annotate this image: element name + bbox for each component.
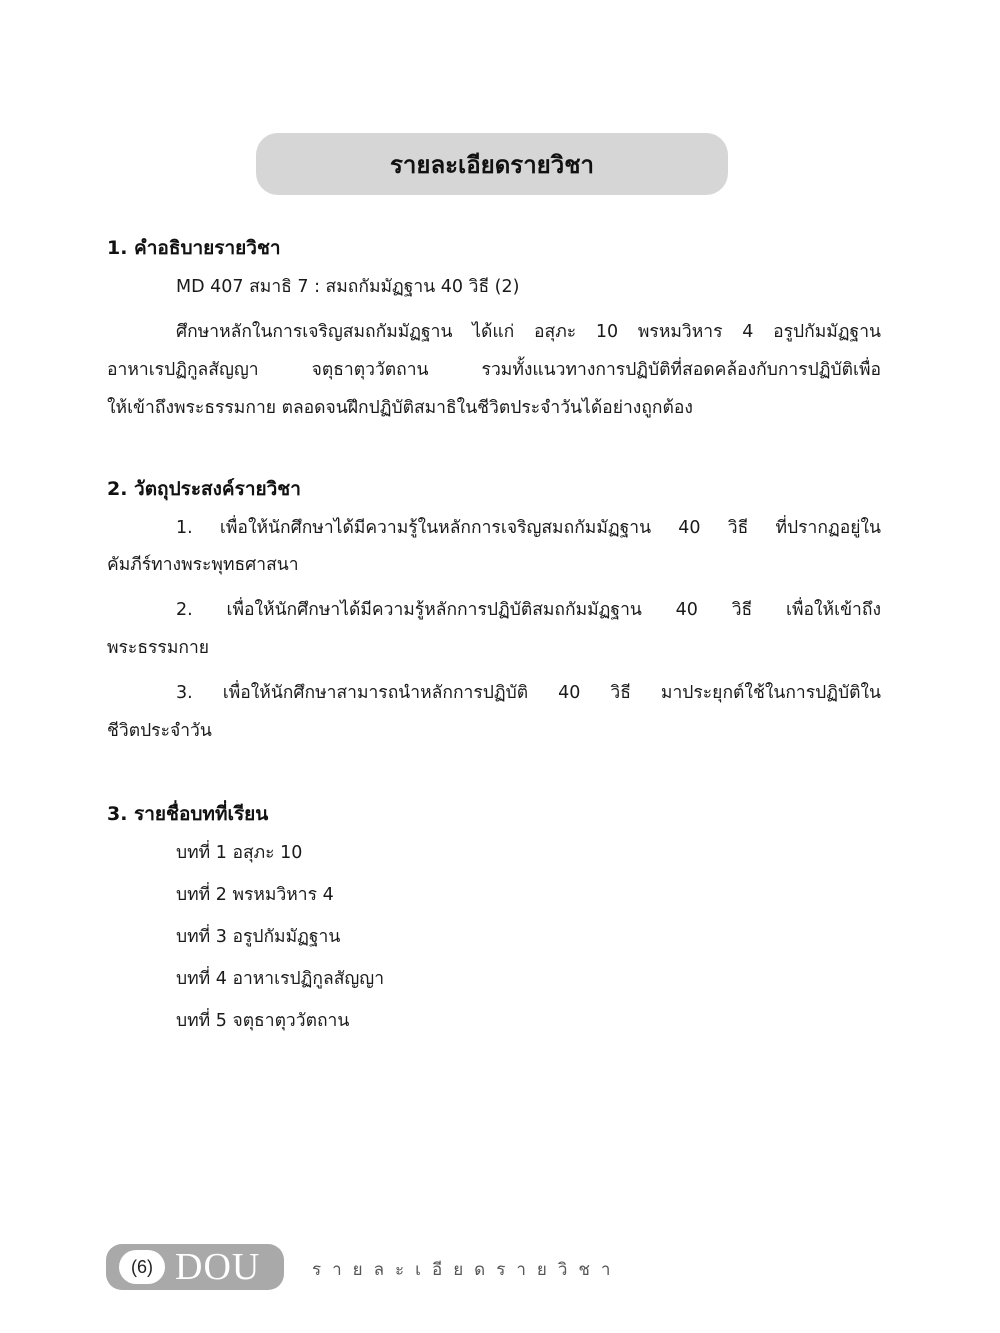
objective-2-line-2: พระธรรมกาย [107,638,210,658]
chapter-item-4: บทที่ 4 อาหาเรปฏิกูลสัญญา [176,969,385,989]
footer-caption: รายละเอียดรายวิชา [312,1260,622,1280]
section-heading-description: 1. คำอธิบายรายวิชา [107,237,281,259]
objective-1-line-2: คัมภีร์ทางพระพุทธศาสนา [107,555,299,575]
chapter-item-2: บทที่ 2 พรหมวิหาร 4 [176,885,334,905]
page-title: รายละเอียดรายวิชา [390,150,594,179]
chapter-item-5: บทที่ 5 จตุธาตุววัตถาน [176,1011,350,1031]
objective-1-line-1: 1. เพื่อให้นักศึกษาได้มีความรู้ในหลักการเจริญสมถกัมมัฏฐาน 40 วิธี ที่ปรากฏอยู่ใน [176,518,881,538]
description-line-3: ให้เข้าถึงพระธรรมกาย ตลอดจนฝึกปฏิบัติสมาธิในชีวิตประจำวันได้อย่างถูกต้อง [107,398,693,418]
section-heading-objectives: 2. วัตถุประสงค์รายวิชา [107,478,301,500]
description-line-2: อาหาเรปฏิกูลสัญญา จตุธาตุววัตถาน รวมทั้งแนวทางการปฏิบัติที่สอดคล้องกับการปฏิบัติเพื่อ [107,360,881,380]
course-code-title: MD 407 สมาธิ 7 : สมถกัมมัฏฐาน 40 วิธี (2) [176,277,520,297]
objective-2-line-1: 2. เพื่อให้นักศึกษาได้มีความรู้หลักการปฏิบัติสมถกัมมัฏฐาน 40 วิธี เพื่อให้เข้าถึง [176,600,881,620]
chapter-item-1: บทที่ 1 อสุภะ 10 [176,843,303,863]
chapter-item-3: บทที่ 3 อรูปกัมมัฏฐาน [176,927,341,947]
dou-logo: DOU [175,1246,261,1288]
footer-badge [106,1244,284,1290]
objective-3-line-2: ชีวิตประจำวัน [107,721,212,741]
page-number: (6) [119,1250,165,1284]
page-title-banner [256,133,728,195]
description-line-1: ศึกษาหลักในการเจริญสมถกัมมัฏฐาน ได้แก่ อสุภะ 10 พรหมวิหาร 4 อรูปกัมมัฏฐาน [176,322,881,342]
objective-3-line-1: 3. เพื่อให้นักศึกษาสามารถนำหลักการปฏิบัติ 40 วิธี มาประยุกต์ใช้ในการปฏิบัติใน [176,683,881,703]
section-heading-chapters: 3. รายชื่อบทที่เรียน [107,803,269,825]
